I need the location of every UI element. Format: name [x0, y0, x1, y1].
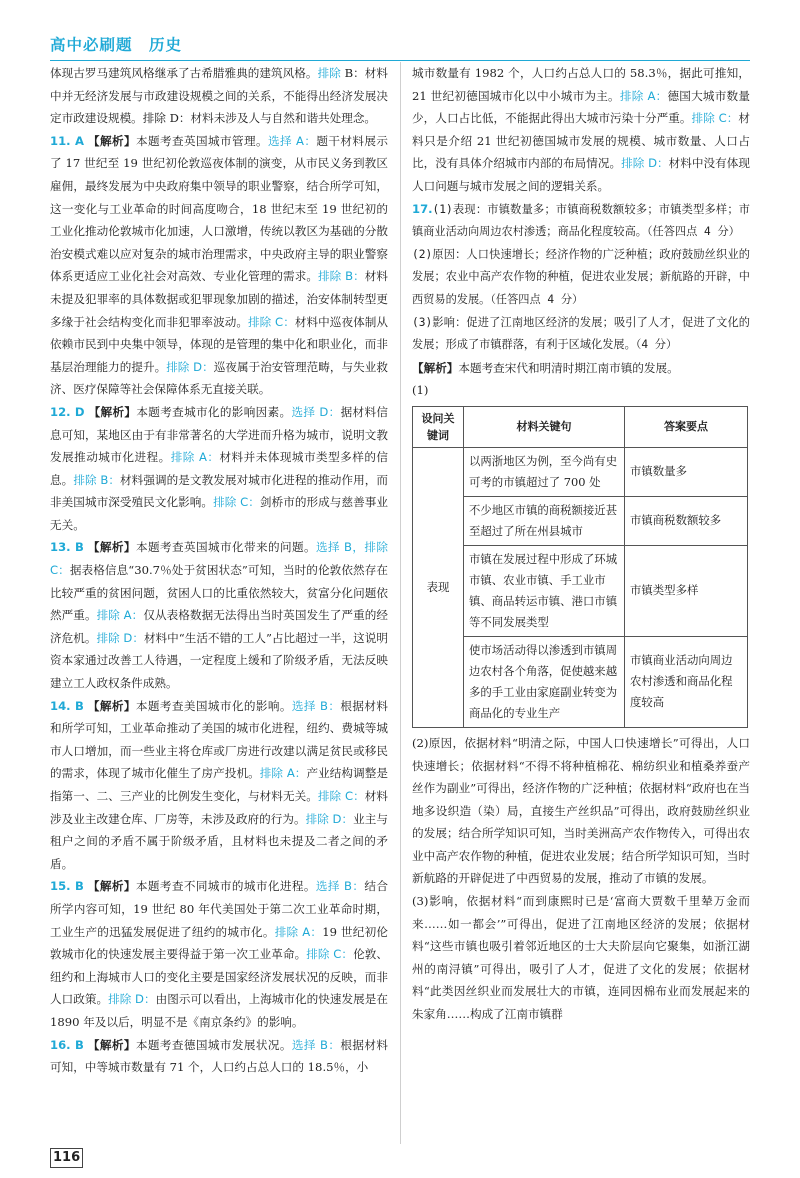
- book-title: 高中必刷题 历史: [50, 36, 183, 54]
- right-column: [412, 62, 750, 1026]
- table-key-cell: 市镇在发展过程中形成了环城市镇、农业市镇、手工业市镇、商品转运市镇、港口市镇等不同发展类型: [464, 545, 625, 636]
- answer-11: 11. A 【解析】本题考查英国城市管理。选择 A：题干材料展示了 17 世纪至 19 世纪初伦敦巡夜体制的演变，从市民义务到教区雇佣，最终发展为中央政府集中领导的职业警察，结合所学可知，这一变化与工业革命的时间高度吻合，18 世纪末至 19 世纪初的工业化推动伦敦城市化加速，人口激增，传统以教区为基础的分散治安模式难以应对复杂的城市治理需求，中央政府主导的职业警察体系更适应工业化社会对高效、专业化管理的需求。排除 B：材料未提及犯罪率的具体数据或犯罪现象加剧的描述，治安体制转型更多缘于社会结构变化而非犯罪率波动。排除 C：材料中巡夜体制从依赖市民到中央集中领导，体现的是管理的集中化和职业化，而非基层治理能力的提升。排除 D：巡夜属于治安管理范畴，与失业救济、医疗保障等社会保障体系无直接关联。: [50, 133, 388, 397]
- intro-paragraph: 体现古罗马建筑风格继承了古希腊雅典的建筑风格。排除 B：材料中并无经济发展与市政建设规模之间的关系，不能得出经济发展决定市政建设规模。排除 D：材料未涉及人与自然和谐共处理念。: [50, 66, 388, 126]
- analysis-table: [412, 406, 748, 728]
- table-header-cell: 材料关键句: [464, 406, 625, 447]
- answer-13: 13. B 【解析】本题考查英国城市化带来的问题。选择 B，排除 C：据表格信息“30.7％处于贫困状态”可知，当时的伦敦依然存在比较严重的贫困问题，贫困人口的比重依然较大，贫富分化问题依然严重。排除 A：仅从表格数据无法得出当时英国发生了严重的经济危机。排除 D：材料中“生活不错的工人”占比超过一半，这说明资本家通过改善工人待遇，一定程度上缓和了阶级矛盾，无法反映建立工人政权条件成熟。: [50, 540, 388, 691]
- table-row: [413, 496, 748, 545]
- answer-17-analysis: 【解析】本题考查宋代和明清时期江南市镇的发展。: [412, 360, 679, 375]
- analysis-part2: (2)原因，依据材料“明清之际，中国人口快速增长”可得出，人口快速增长；依据材料“不得不将种植棉花、棉纺织业和植桑养蚕产丝作为副业”可得出，经济作物的广泛种植；依据材料“政府也在当地多设织造（染）局，直接生产丝织品”可得出，政府鼓励丝织业的发展；结合所学知识可知，当时美洲高产农作物传入，可得出农业中高产农作物的种植，促进农业发展；结合所学知识可知，当时新航路的开辟促进了中西贸易的发展，推动了市镇的发展。: [412, 735, 750, 886]
- table-dimension-cell: 表现: [413, 447, 464, 727]
- table-key-cell: 以两浙地区为例，至今尚有史可考的市镇超过了 700 处: [464, 447, 625, 496]
- answer-14: 14. B 【解析】本题考查美国城市化的影响。选择 B：根据材料和所学可知，工业革命推动了美国的城市化进程，纽约、费城等城市人口增加，而一些业主将仓库或厂房进行改建以满足贫民或移民的需求，体现了城市化催生了房产投机。排除 A：产业结构调整是指第一、二、三产业的比例发生变化，与材料无关。排除 C：材料涉及业主改建仓库、厂房等，未涉及政府的行为。排除 D：业主与租户之间的矛盾不属于阶级矛盾，且材料也未提及二者之间的矛盾。: [50, 698, 388, 871]
- analysis-part1-label: (1): [412, 383, 429, 398]
- table-header-cell: 设问关键词: [413, 406, 464, 447]
- answer-12: 12. D 【解析】本题考查城市化的影响因素。选择 D：据材料信息可知，某地区由于有非常著名的大学进而升格为城市，说明文教发展推动城市化进程。排除 A：材料并未体现城市类型多样的信息。排除 B：材料强调的是文教发展对城市化进程的推动作用，而非美国城市深受殖民文化影响。排除 C：剑桥市的形成与慈善事业无关。: [50, 404, 388, 532]
- answer-17-part2: (2)原因：人口快速增长；经济作物的广泛种植；政府鼓励丝织业的发展；农业中高产农作物的种植，促进农业发展；新航路的开辟，中西贸易的发展。（任答四点 4 分）: [412, 247, 750, 306]
- left-column: [50, 62, 388, 1079]
- table-header-cell: 答案要点: [625, 406, 748, 447]
- table-row: [413, 545, 748, 636]
- table-key-cell: 不少地区市镇的商税额接近甚至超过了所在州县城市: [464, 496, 625, 545]
- answer-17-part1: 17.(1)表现：市镇数量多；市镇商税数额较多；市镇类型多样；市镇商业活动向周边农村渗透；商品化程度较高。（任答四点 4 分）: [412, 201, 750, 239]
- table-point-cell: 市镇类型多样: [625, 545, 748, 636]
- table-point-cell: 市镇商业活动向周边农村渗透和商品化程度较高: [625, 636, 748, 727]
- page-number: 116: [50, 1148, 83, 1168]
- table-row: [413, 447, 748, 496]
- answer-16: 16. B 【解析】本题考查德国城市发展状况。选择 B：根据材料可知，中等城市数量有 71 个，人口约占总人口的 18.5％，小: [50, 1037, 388, 1075]
- table-row: [413, 636, 748, 727]
- analysis-part3: (3)影响，依据材料“而到康熙时已是‘富商大贾数千里辇万金而来……如一都会’”可得出，促进了江南地区经济的发展；依据材料“这些市镇也吸引着邻近地区的士大夫阶层向它聚集，如浙江湖州的南浔镇”可得出，吸引了人才，促进了文化的发展；依据材料“此类因丝织业而发展壮大的市镇，连同因棉布业而发展起来的朱家角……构成了江南市镇群: [412, 894, 750, 1022]
- table-point-cell: 市镇商税数额较多: [625, 496, 748, 545]
- answer-15: 15. B 【解析】本题考查不同城市的城市化进程。选择 B：结合所学内容可知，19 世纪 80 年代美国处于第二次工业革命时期，工业生产的迅猛发展促进了纽约的城市化。排除 A：19 世纪初伦敦城市化的快速发展主要得益于第一次工业革命。排除 C：伦敦、纽约和上海城市人口的变化主要是国家经济发展状况的反映，而非人口政策。排除 D：由图示可以看出，上海城市化的快速发展是在 1890 年及以后，明显不是《南京条约》的影响。: [50, 879, 388, 1029]
- page-header: [50, 34, 750, 61]
- answer-17-part3: (3)影响：促进了江南地区经济的发展；吸引了人才，促进了文化的发展；形成了市镇群落，有利于区域化发展。（4 分）: [412, 315, 750, 352]
- table-point-cell: 市镇数量多: [625, 447, 748, 496]
- column-divider: [400, 62, 401, 1144]
- answer-16-continued: 城市数量有 1982 个，人口约占总人口的 58.3％，据此可推知，21 世纪初德国城市化以中小城市为主。排除 A：德国大城市数量少，人口占比低，不能据此得出大城市污染十分严重。排除 C：材料只是介绍 21 世纪初德国城市发展的规模、城市数量、人口占比，没有具体介绍城市内部的布局情况。排除 D：材料中没有体现人口问题与城市发展之间的逻辑关系。: [412, 66, 750, 193]
- table-key-cell: 使市场活动得以渗透到市镇周边农村各个角落，促使越来越多的手工业由家庭副业转变为商品化的专业生产: [464, 636, 625, 727]
- table-header-row: [413, 406, 748, 447]
